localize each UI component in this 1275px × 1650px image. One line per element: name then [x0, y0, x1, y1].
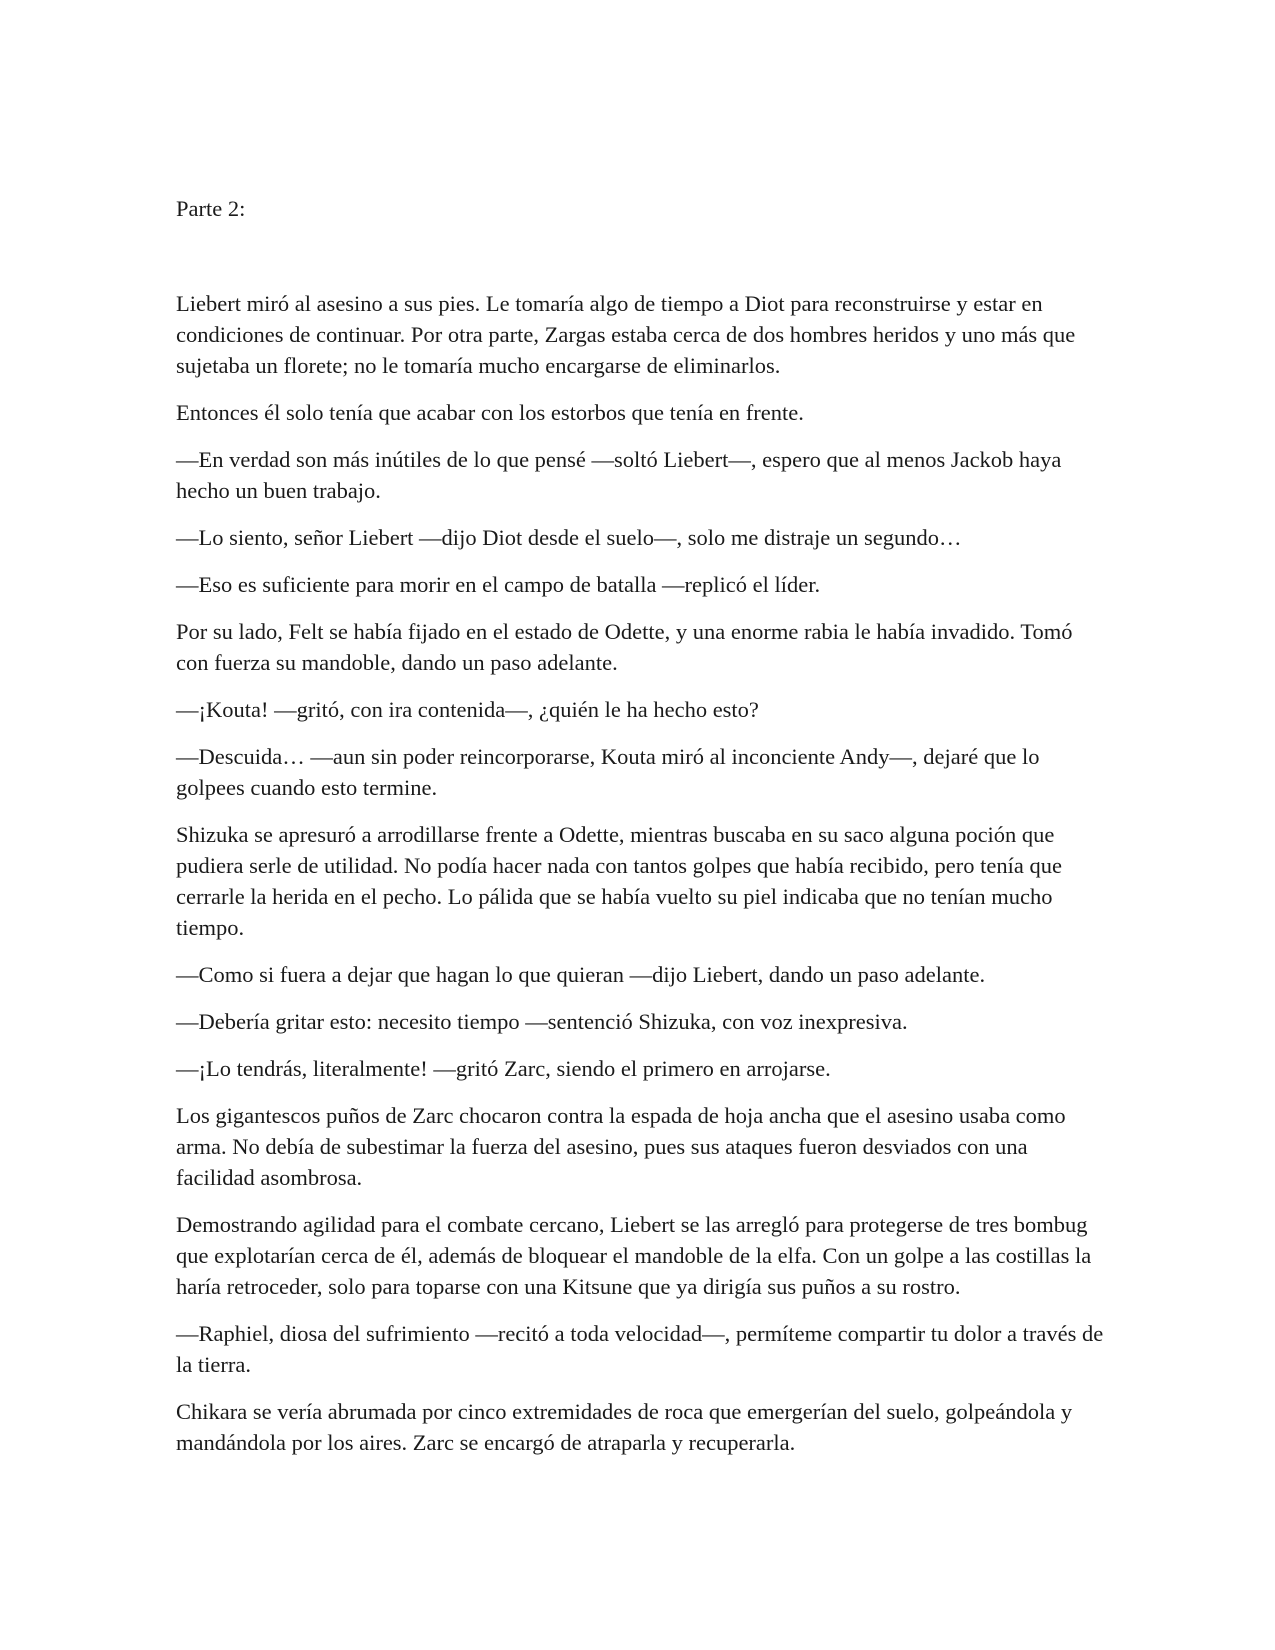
paragraph: Liebert miró al asesino a sus pies. Le tomaría algo de tiempo a Diot para reconstruirse y estar en condiciones de continuar. Por otra parte, Zargas estaba cerca de dos hombres heridos y uno más que sujetaba un florete; no le tomaría mucho encargarse de eliminarlos.: [176, 291, 1076, 378]
paragraph: —En verdad son más inútiles de lo que pensé —soltó Liebert—, espero que al menos Jackob haya hecho un buen trabajo.: [176, 447, 1062, 503]
paragraph: —Lo siento, señor Liebert —dijo Diot desde el suelo—, solo me distraje un segundo…: [176, 525, 962, 550]
paragraph: Chikara se vería abrumada por cinco extremidades de roca que emergerían del suelo, golpeándola y mandándola por los aires. Zarc se encargó de atraparla y recuperarla.: [176, 1399, 1073, 1455]
page-body: [176, 193, 1106, 1474]
paragraph: —¡Kouta! —gritó, con ira contenida—, ¿quién le ha hecho esto?: [176, 697, 759, 722]
section-heading: Parte 2:: [176, 196, 246, 221]
paragraph: Los gigantescos puños de Zarc chocaron contra la espada de hoja ancha que el asesino usaba como arma. No debía de subestimar la fuerza del asesino, pues sus ataques fueron desviados con una facilidad asombrosa.: [176, 1103, 1066, 1190]
paragraph: —Eso es suficiente para morir en el campo de batalla —replicó el líder.: [176, 572, 821, 597]
paragraph: —Descuida… —aun sin poder reincorporarse, Kouta miró al inconciente Andy—, dejaré que lo golpees cuando esto termine.: [176, 744, 1040, 800]
paragraph: —¡Lo tendrás, literalmente! —gritó Zarc, siendo el primero en arrojarse.: [176, 1056, 831, 1081]
paragraph: Shizuka se apresuró a arrodillarse frente a Odette, mientras buscaba en su saco alguna poción que pudiera serle de utilidad. No podía hacer nada con tantos golpes que había recibido, pero tenía que cerrarle la herida en el pecho. Lo pálida que se había vuelto su piel indicaba que no tenían mucho tiempo.: [176, 822, 1062, 940]
paragraph: —Como si fuera a dejar que hagan lo que quieran —dijo Liebert, dando un paso adelante.: [176, 962, 986, 987]
paragraph: Demostrando agilidad para el combate cercano, Liebert se las arregló para protegerse de tres bombug que explotarían cerca de él, además de bloquear el mandoble de la elfa. Con un golpe a las costillas la haría retroceder, solo para toparse con una Kitsune que ya dirigía sus puños a su rostro.: [176, 1212, 1092, 1299]
paragraph: Por su lado, Felt se había fijado en el estado de Odette, y una enorme rabia le había invadido. Tomó con fuerza su mandoble, dando un paso adelante.: [176, 619, 1073, 675]
paragraph: —Debería gritar esto: necesito tiempo —sentenció Shizuka, con voz inexpresiva.: [176, 1009, 908, 1034]
paragraph: —Raphiel, diosa del sufrimiento —recitó a toda velocidad—, permíteme compartir tu dolor a través de la tierra.: [176, 1321, 1104, 1377]
paragraph: Entonces él solo tenía que acabar con los estorbos que tenía en frente.: [176, 400, 804, 425]
